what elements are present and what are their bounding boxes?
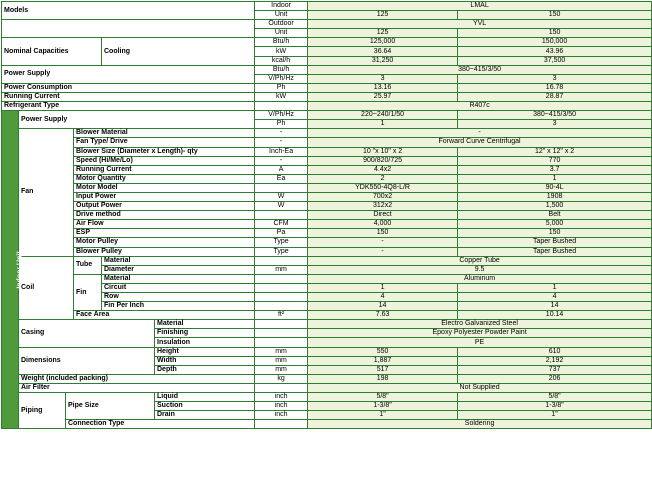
unit-cell bbox=[255, 329, 308, 338]
unit-cell: inch bbox=[255, 411, 308, 420]
fan-spec-label: Motor Pulley bbox=[74, 238, 255, 247]
value-cell: 517 bbox=[308, 365, 458, 374]
table-row bbox=[2, 347, 652, 356]
table-row bbox=[2, 383, 652, 392]
unit-cell: inch bbox=[255, 402, 308, 411]
outdoor-model: YVL bbox=[308, 20, 652, 29]
value-cell: 1-3/8" bbox=[308, 402, 458, 411]
value-cell: 43.96 bbox=[458, 47, 652, 56]
table-row bbox=[2, 256, 652, 265]
table-row bbox=[2, 183, 652, 192]
table-row bbox=[2, 92, 652, 101]
value-cell: 380~415/3/50 bbox=[308, 65, 652, 74]
value-cell: 1,887 bbox=[308, 356, 458, 365]
table-row bbox=[2, 20, 652, 29]
fan-spec-label: Air Flow bbox=[74, 220, 255, 229]
model-size-150: 150 bbox=[458, 29, 652, 38]
coil-spec-label: Diameter bbox=[102, 265, 255, 274]
value-cell: 25.97 bbox=[308, 92, 458, 101]
fan-spec-label: Motor Model bbox=[74, 183, 255, 192]
unit-cell: kg bbox=[255, 374, 308, 383]
unit-label: Unit bbox=[255, 11, 308, 20]
value-cell: 14 bbox=[308, 302, 458, 311]
table-row bbox=[2, 420, 652, 429]
unit-cell bbox=[255, 211, 308, 220]
fin-label: Fin bbox=[74, 274, 102, 310]
value-cell: Soldering bbox=[308, 420, 652, 429]
value-cell: 198 bbox=[308, 374, 458, 383]
value-cell: 1908 bbox=[458, 192, 652, 201]
table-row bbox=[2, 102, 652, 111]
pipe-spec-label: Drain bbox=[155, 411, 255, 420]
value-cell: 5,000 bbox=[458, 220, 652, 229]
air-filter-label: Air Filter bbox=[19, 383, 255, 392]
casing-spec-label: Finishing bbox=[155, 329, 255, 338]
unit-cell: Type bbox=[255, 238, 308, 247]
value-cell: 7.63 bbox=[308, 311, 458, 320]
unit-cell bbox=[255, 256, 308, 265]
value-cell: 10.14 bbox=[458, 311, 652, 320]
unit-cell: Btu/h bbox=[255, 38, 308, 47]
unit-cell: A bbox=[255, 165, 308, 174]
unit-cell: Type bbox=[255, 247, 308, 256]
unit-cell bbox=[255, 183, 308, 192]
fan-spec-label: ESP bbox=[74, 229, 255, 238]
value-cell: 220~240/1/50 bbox=[308, 111, 458, 120]
table-row bbox=[2, 374, 652, 383]
unit-cell: ft² bbox=[255, 311, 308, 320]
value-cell: 380~415/3/50 bbox=[458, 111, 652, 120]
unit-cell: Pa bbox=[255, 229, 308, 238]
power-supply-label: Power Supply bbox=[2, 65, 255, 83]
tube-label: Tube bbox=[74, 256, 102, 274]
value-cell: Taper Bushed bbox=[458, 238, 652, 247]
fan-spec-label: Fan Type/ Drive bbox=[74, 138, 255, 147]
table-row bbox=[2, 311, 652, 320]
value-cell: 150,000 bbox=[458, 38, 652, 47]
outdoor-label: Outdoor bbox=[255, 20, 308, 29]
unit-cell: - bbox=[255, 129, 308, 138]
spec-table bbox=[1, 1, 652, 429]
value-cell: 2,192 bbox=[458, 356, 652, 365]
coil-spec-label: Material bbox=[102, 256, 255, 265]
weight-label: Weight (included packing) bbox=[19, 374, 255, 383]
value-cell: 1" bbox=[458, 411, 652, 420]
unit-cell: mm bbox=[255, 265, 308, 274]
unit-cell bbox=[255, 338, 308, 347]
unit-cell: CFM bbox=[255, 220, 308, 229]
value-cell: Forward Curve Centrifugal bbox=[308, 138, 652, 147]
value-cell: 900/820/725 bbox=[308, 156, 458, 165]
table-row bbox=[2, 165, 652, 174]
value-cell: 12" x 12" x 2 bbox=[458, 147, 652, 156]
casing-spec-label: Insulation bbox=[155, 338, 255, 347]
casing-label: Casing bbox=[19, 320, 155, 347]
table-row bbox=[2, 220, 652, 229]
unit-cell: Ph bbox=[255, 83, 308, 92]
nominal-capacities-label: Nominal Capacities bbox=[2, 38, 102, 65]
value-cell: 4,000 bbox=[308, 220, 458, 229]
table-row bbox=[2, 138, 652, 147]
table-row bbox=[2, 2, 652, 11]
table-row bbox=[2, 202, 652, 211]
value-cell: 150 bbox=[458, 229, 652, 238]
table-row bbox=[2, 238, 652, 247]
value-cell: 737 bbox=[458, 365, 652, 374]
unit-cell bbox=[255, 302, 308, 311]
refrigerant-type-label: Refrigerant Type bbox=[2, 102, 255, 111]
unit-cell: W bbox=[255, 192, 308, 201]
table-row bbox=[2, 38, 652, 47]
iu-power-supply-label: Power Supply bbox=[19, 111, 255, 129]
value-cell: 150 bbox=[308, 229, 458, 238]
unit-cell: kW bbox=[255, 92, 308, 101]
value-cell: 16.78 bbox=[458, 83, 652, 92]
fan-label: Fan bbox=[19, 129, 74, 256]
table-row bbox=[2, 229, 652, 238]
value-cell: 3 bbox=[308, 74, 458, 83]
value-cell: 1 bbox=[308, 283, 458, 292]
fan-spec-label: Blower Size (Diameter x Length)- qty bbox=[74, 147, 255, 156]
table-row bbox=[2, 320, 652, 329]
value-cell: 14 bbox=[458, 302, 652, 311]
table-row bbox=[2, 274, 652, 283]
fan-spec-label: Drive method bbox=[74, 211, 255, 220]
dimension-spec-label: Depth bbox=[155, 365, 255, 374]
value-cell: 3.7 bbox=[458, 165, 652, 174]
model-size-150: 150 bbox=[458, 11, 652, 20]
value-cell: 206 bbox=[458, 374, 652, 383]
unit-cell: Ea bbox=[255, 174, 308, 183]
value-cell: Electro Galvanized Steel bbox=[308, 320, 652, 329]
table-row bbox=[2, 156, 652, 165]
coil-spec-label: Row bbox=[102, 293, 255, 302]
refrigerant-value: R407c bbox=[308, 102, 652, 111]
models-label: Models bbox=[2, 2, 255, 20]
value-cell: 2 bbox=[308, 174, 458, 183]
table-row bbox=[2, 247, 652, 256]
table-row bbox=[2, 192, 652, 201]
value-cell: 28.87 bbox=[458, 92, 652, 101]
value-cell: 5/8" bbox=[308, 393, 458, 402]
dimension-spec-label: Height bbox=[155, 347, 255, 356]
unit-cell: kcal/h bbox=[255, 56, 308, 65]
running-current-label: Running Current bbox=[2, 92, 255, 101]
table-row bbox=[2, 147, 652, 156]
unit-cell: kW bbox=[255, 47, 308, 56]
value-cell: Not Supplied bbox=[308, 383, 652, 392]
coil-spec-label: Fin Per Inch bbox=[102, 302, 255, 311]
value-cell: 610 bbox=[458, 347, 652, 356]
unit-cell: V/Ph/Hz bbox=[255, 74, 308, 83]
unit-cell: - bbox=[255, 156, 308, 165]
value-cell: 1 bbox=[458, 283, 652, 292]
fan-spec-label: Running Current bbox=[74, 165, 255, 174]
value-cell: 125,000 bbox=[308, 38, 458, 47]
value-cell: 1" bbox=[308, 411, 458, 420]
unit-cell bbox=[255, 383, 308, 392]
unit-cell: Btu/h bbox=[255, 65, 308, 74]
value-cell: 312x2 bbox=[308, 202, 458, 211]
coil-spec-label: Circuit bbox=[102, 283, 255, 292]
model-size-125: 125 bbox=[308, 29, 458, 38]
unit-cell: mm bbox=[255, 347, 308, 356]
fan-spec-label: Motor Quantity bbox=[74, 174, 255, 183]
unit-cell bbox=[255, 320, 308, 329]
value-cell: Aluminum bbox=[308, 274, 652, 283]
unit-cell: mm bbox=[255, 356, 308, 365]
dimension-spec-label: Width bbox=[155, 356, 255, 365]
value-cell: - bbox=[308, 247, 458, 256]
value-cell: 1,500 bbox=[458, 202, 652, 211]
unit-cell bbox=[255, 283, 308, 292]
fan-spec-label: Speed (Hi/Me/Lo) bbox=[74, 156, 255, 165]
value-cell: 700x2 bbox=[308, 192, 458, 201]
table-row bbox=[2, 393, 652, 402]
casing-spec-label: Material bbox=[155, 320, 255, 329]
fan-spec-label: Blower Material bbox=[74, 129, 255, 138]
coil-label: Coil bbox=[19, 256, 74, 320]
unit-cell bbox=[255, 102, 308, 111]
table-row bbox=[2, 65, 652, 74]
unit-cell bbox=[255, 274, 308, 283]
value-cell: 770 bbox=[458, 156, 652, 165]
value-cell: Copper Tube bbox=[308, 256, 652, 265]
unit-label: Unit bbox=[255, 29, 308, 38]
value-cell: 1 bbox=[458, 174, 652, 183]
model-size-125: 125 bbox=[308, 11, 458, 20]
value-cell: PE bbox=[308, 338, 652, 347]
value-cell: 13.16 bbox=[308, 83, 458, 92]
value-cell: YDK550-4Q8-L/R bbox=[308, 183, 458, 192]
piping-label: Piping bbox=[19, 393, 66, 429]
value-cell: Epoxy Polyester Powder Paint bbox=[308, 329, 652, 338]
indoor-unit-label bbox=[2, 111, 24, 429]
value-cell: Direct bbox=[308, 211, 458, 220]
unit-cell: Inch-Ea bbox=[255, 147, 308, 156]
value-cell: 10 "x 10" x 2 bbox=[308, 147, 458, 156]
value-cell: 36.64 bbox=[308, 47, 458, 56]
table-row bbox=[2, 129, 652, 138]
table-row bbox=[2, 83, 652, 92]
value-cell: 4.4x2 bbox=[308, 165, 458, 174]
value-cell: 4 bbox=[458, 293, 652, 302]
coil-spec-label: Material bbox=[102, 274, 255, 283]
value-cell: 5/8" bbox=[458, 393, 652, 402]
value-cell: - bbox=[308, 129, 652, 138]
pipe-size-label: Pipe Size bbox=[66, 393, 155, 420]
table-row bbox=[2, 111, 652, 120]
connection-type-label: Connection Type bbox=[66, 420, 255, 429]
unit-cell: - bbox=[255, 138, 308, 147]
value-cell: 1-3/8" bbox=[458, 402, 652, 411]
indoor-model: LMAL bbox=[308, 2, 652, 11]
value-cell: 31,250 bbox=[308, 56, 458, 65]
value-cell: 9.5 bbox=[308, 265, 652, 274]
indoor-unit-text: Indoor Unit bbox=[16, 251, 24, 289]
fan-spec-label: Output Power bbox=[74, 202, 255, 211]
indoor-label: Indoor bbox=[255, 2, 308, 11]
pipe-spec-label: Liquid bbox=[155, 393, 255, 402]
unit-cell: W bbox=[255, 202, 308, 211]
value-cell: 90-4L bbox=[458, 183, 652, 192]
cooling-label: Cooling bbox=[102, 38, 255, 65]
dimensions-label: Dimensions bbox=[19, 347, 155, 374]
value-cell: Taper Bushed bbox=[458, 247, 652, 256]
unit-cell: Ph bbox=[255, 120, 308, 129]
value-cell: 37,500 bbox=[458, 56, 652, 65]
value-cell: - bbox=[308, 238, 458, 247]
unit-cell bbox=[255, 293, 308, 302]
fan-spec-label: Input Power bbox=[74, 192, 255, 201]
unit-cell bbox=[255, 420, 308, 429]
blank-cell bbox=[2, 20, 255, 38]
coil-spec-label: Face Area bbox=[74, 311, 255, 320]
value-cell: 3 bbox=[458, 120, 652, 129]
value-cell: 4 bbox=[308, 293, 458, 302]
table-row bbox=[2, 174, 652, 183]
pipe-spec-label: Suction bbox=[155, 402, 255, 411]
table-row bbox=[2, 211, 652, 220]
value-cell: 3 bbox=[458, 74, 652, 83]
power-consumption-label: Power Consumption bbox=[2, 83, 255, 92]
unit-cell: V/Ph/Hz bbox=[255, 111, 308, 120]
value-cell: Belt bbox=[458, 211, 652, 220]
unit-cell: inch bbox=[255, 393, 308, 402]
unit-cell: mm bbox=[255, 365, 308, 374]
fan-spec-label: Blower Pulley bbox=[74, 247, 255, 256]
value-cell: 1 bbox=[308, 120, 458, 129]
value-cell: 550 bbox=[308, 347, 458, 356]
